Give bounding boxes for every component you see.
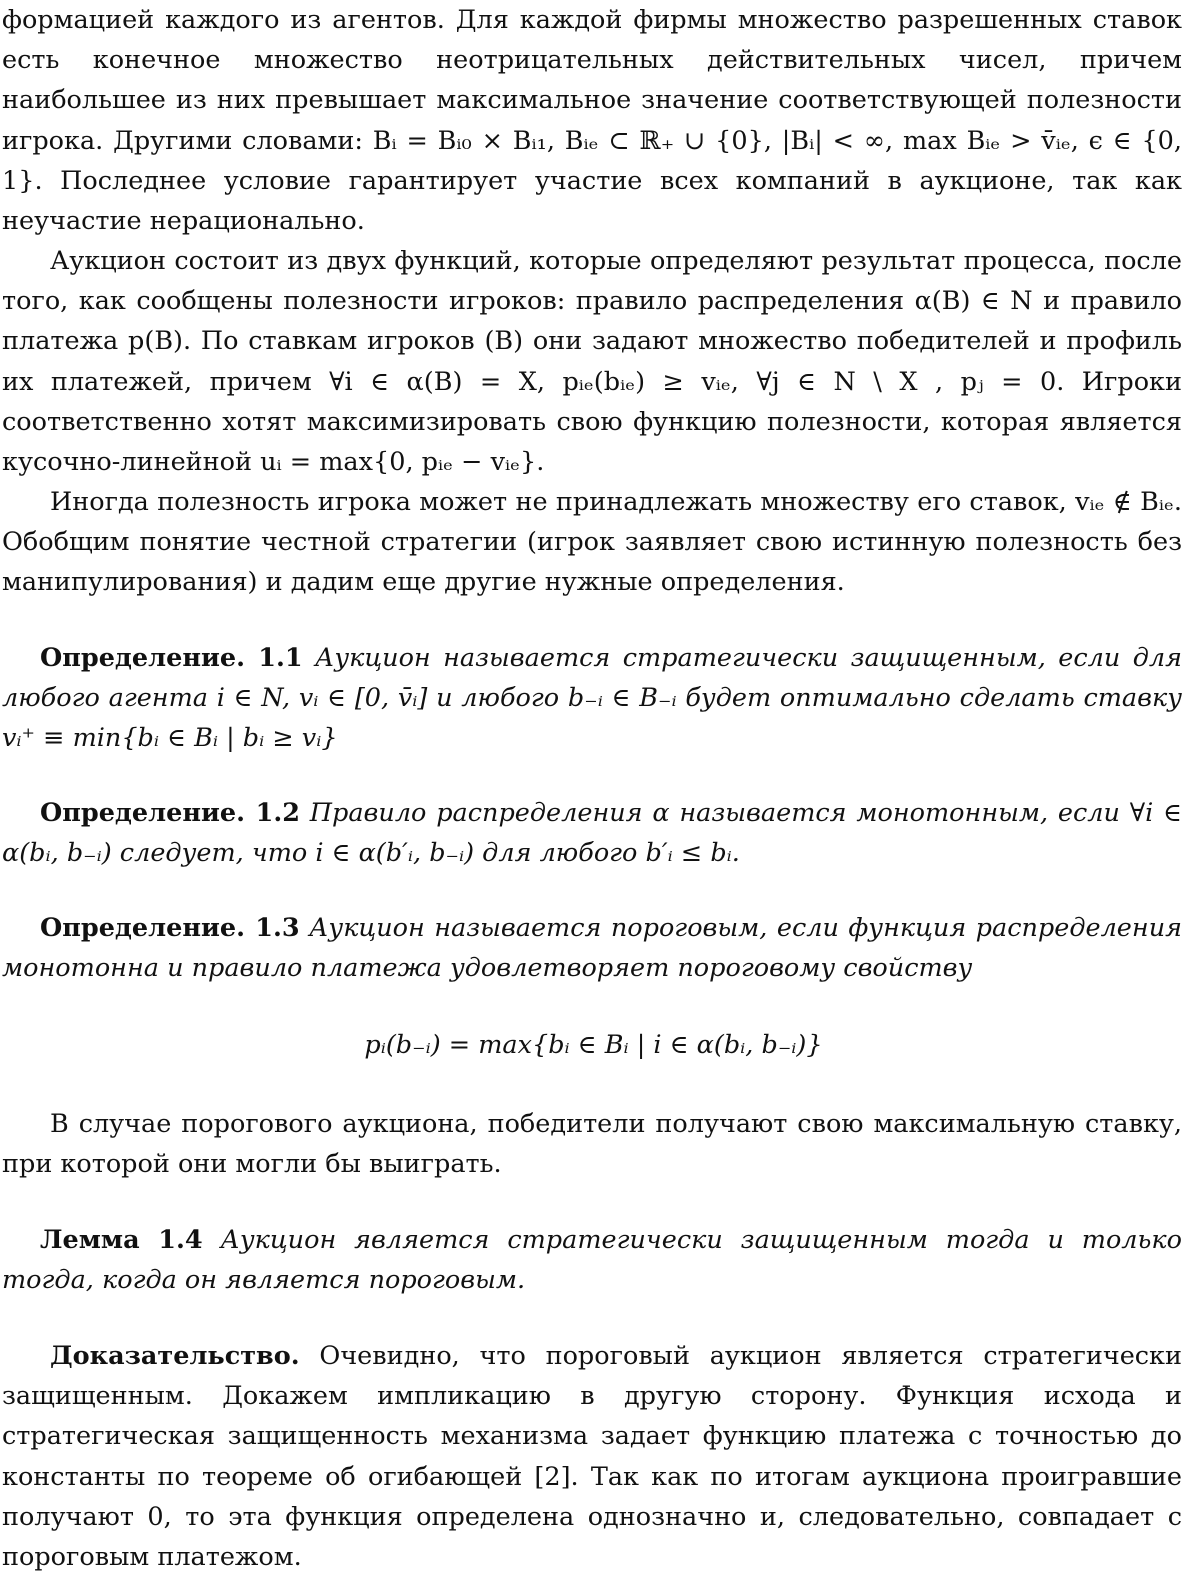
proof-label: Доказательство. bbox=[50, 1341, 300, 1371]
definition-1-1-text: Аукцион называется стратегически защищенным, если для любого агента i ∈ N, vᵢ ∈ [0, v̄ᵢ] и любого b₋ᵢ ∈ B₋ᵢ будет оптимально сделать ставку vᵢ⁺ ≡ min{bᵢ ∈ Bᵢ | bᵢ ≥ vᵢ} bbox=[2, 643, 1183, 754]
paragraph-auction-functions: Аукцион состоит из двух функций, которые определяют результат процесса, после того, как сообщены полезности игроков: правило распределения α(B) ∈ N и правило платежа p(B). По ставкам игроков (B) они задают множество победителей и профиль их платежей, причем ∀i ∈ α(B) = X, pᵢₑ(bᵢₑ) ≥ vᵢₑ, ∀j ∈ N \ X , pⱼ = 0. Игроки соответственно хотят максимизировать свою функцию полезности, которая является кусочно-линейной uᵢ = max{0, pᵢₑ − vᵢₑ}. bbox=[2, 246, 1182, 478]
threshold-payment-formula: pᵢ(b₋ᵢ) = max{bᵢ ∈ Bᵢ | i ∈ α(bᵢ, b₋ᵢ)} bbox=[364, 1030, 823, 1060]
paragraph-intro: формацией каждого из агентов. Для каждой фирмы множество разрешенных ставок есть конечное множество неотрицательных действительных чисел, причем наибольшее из них превышает максимальное значение соответствующей полезности игрока. Другими словами: Bᵢ = Bᵢ₀ × Bᵢ₁, Bᵢₑ ⊂ ℝ₊ ∪ {0}, |Bᵢ| < ∞, max Bᵢₑ > v̄ᵢₑ, ϵ ∈ {0, 1}. Последнее условие гарантирует участие всех компаний в аукционе, так как неучастие нерационально. bbox=[2, 5, 1182, 237]
lemma-1-4-text: Аукцион является стратегически защищенным тогда и только тогда, когда он является пороговым. bbox=[2, 1225, 1183, 1296]
definition-1-2 bbox=[2, 793, 1182, 873]
paragraph-threshold-auction: В случае порогового аукциона, победители получают свою максимальную ставку, при которой они могли бы выиграть. bbox=[2, 1109, 1182, 1180]
definition-1-3 bbox=[2, 908, 1182, 988]
lemma-1-4-label: Лемма 1.4 bbox=[40, 1225, 203, 1255]
proof bbox=[2, 1336, 1182, 1577]
definition-1-1-label: Определение. 1.1 bbox=[40, 643, 303, 673]
definition-1-1 bbox=[2, 638, 1182, 759]
definition-1-2-label: Определение. 1.2 bbox=[40, 798, 300, 828]
paragraph-truthful-strategy: Иногда полезность игрока может не принадлежать множеству его ставок, vᵢₑ ∉ Bᵢₑ. Обобщим понятие честной стратегии (игрок заявляет свою истинную полезность без манипулирования) и дадим еще другие нужные определения. bbox=[2, 487, 1182, 598]
lemma-1-4 bbox=[2, 1220, 1182, 1300]
definition-1-3-label: Определение. 1.3 bbox=[40, 913, 300, 943]
proof-text: Очевидно, что пороговый аукцион является стратегически защищенным. Докажем импликацию в другую сторону. Функция исхода и стратегическая защищенность механизма задает функцию платежа с точностью до константы по теореме об огибающей [2]. Так как по итогам аукциона проигравшие получают 0, то эта функция определена однозначно и, следовательно, совпадает с пороговым платежом. bbox=[2, 1341, 1182, 1573]
definition-1-2-text: Правило распределения α называется монотонным, если ∀i ∈ α(bᵢ, b₋ᵢ) следует, что i ∈ α(b′ᵢ, b₋ᵢ) для любого b′ᵢ ≤ bᵢ. bbox=[2, 798, 1182, 869]
definition-1-3-text: Аукцион называется пороговым, если функция распределения монотонна и правило платежа удовлетворяет пороговому свойству bbox=[2, 913, 1183, 984]
